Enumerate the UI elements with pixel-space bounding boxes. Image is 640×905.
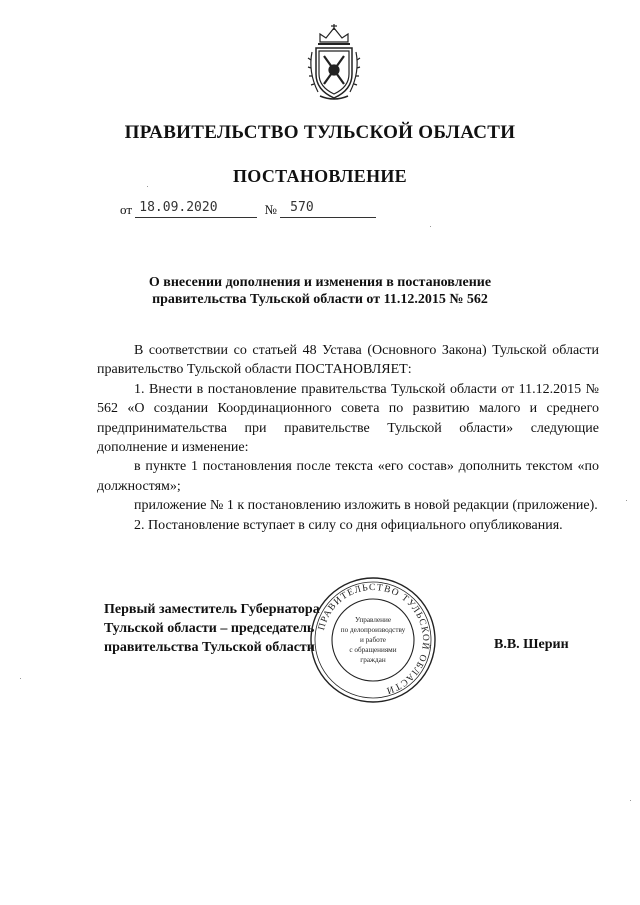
stamp-center-line-3: и работе xyxy=(360,636,386,644)
stamp-center-line-1: Управление xyxy=(354,616,392,624)
document-date: 18.09.2020 xyxy=(135,200,257,218)
body-paragraph-item-2: 2. Постановление вступает в силу со дня официального опубликования. xyxy=(134,517,563,533)
document-number: 570 xyxy=(280,200,376,218)
subject-line-1: О внесении дополнения и изменения в постановление xyxy=(148,275,492,290)
stamp-center-line-5: граждан xyxy=(360,656,386,664)
stamp-center-line-4: с обращениями xyxy=(349,646,397,654)
stamp-center-line-2: по делопроизводству xyxy=(340,626,406,634)
document-meta xyxy=(120,200,376,220)
document-subject xyxy=(0,274,640,308)
document-type-title: ПОСТАНОВЛЕНИЕ xyxy=(233,166,407,186)
official-stamp xyxy=(308,575,438,705)
number-prefix: № xyxy=(264,202,277,217)
body-paragraph-preamble: В соответствии со статьей 48 Устава (Основного Закона) Тульской области правительство Тульской области ПОСТАНОВЛЯЕТ: xyxy=(97,343,599,378)
government-title: ПРАВИТЕЛЬСТВО ТУЛЬСКОЙ ОБЛАСТИ xyxy=(124,122,516,143)
signatory-name: В.В. Шерин xyxy=(494,637,569,652)
date-prefix: от xyxy=(120,202,133,217)
body-paragraph-item-1: 1. Внести в постановление правительства Тульской области от 11.12.2015 № 562 «О создании Координационного совета по развитию малого и среднего предпринимательства при правительстве Тульской области» следующие дополнение и изменение: xyxy=(97,381,599,456)
stamp-ring-text: ПРАВИТЕЛЬСТВО ТУЛЬСКОЙ ОБЛАСТИ xyxy=(316,582,431,696)
scan-speck xyxy=(626,500,627,501)
signatory-title-line-2: Тульской области – председатель xyxy=(104,621,315,636)
coat-of-arms-emblem xyxy=(306,22,362,102)
signatory-title-line-1: Первый заместитель Губернатора xyxy=(104,602,320,617)
signatory-title xyxy=(104,600,320,657)
document-body xyxy=(97,341,599,535)
scan-speck xyxy=(147,186,148,187)
scan-speck xyxy=(630,800,631,801)
body-paragraph-amendment: в пункте 1 постановления после текста «его состав» дополнить текстом «по должностям»; xyxy=(97,459,599,494)
signatory-title-line-3: правительства Тульской области xyxy=(104,640,315,655)
subject-line-2: правительства Тульской области от 11.12.2015 № 562 xyxy=(152,292,488,307)
scan-speck xyxy=(430,226,431,227)
scan-speck xyxy=(20,678,21,679)
body-paragraph-appendix: приложение № 1 к постановлению изложить в новой редакции (приложение). xyxy=(134,498,598,514)
